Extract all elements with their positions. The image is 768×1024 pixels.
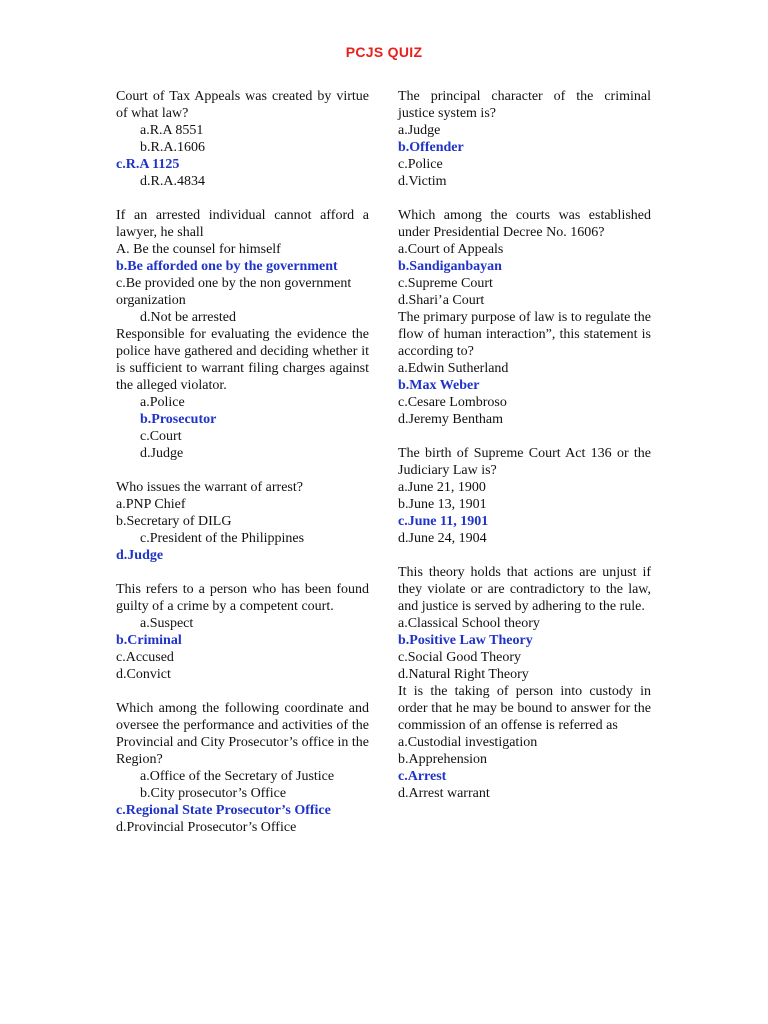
question-text: If an arrested individual cannot afford a lawyer, he shall (116, 208, 369, 240)
choice-option: d.Not be arrested (140, 310, 237, 325)
choice-option: c.President of the Philippines (140, 531, 305, 546)
question-block (398, 207, 651, 309)
question-text: The primary purpose of law is to regulate the flow of human interaction”, this statement is according to? (398, 310, 651, 359)
choice-option: a.Suspect (140, 616, 194, 631)
question-text: Court of Tax Appeals was created by virtue of what law? (116, 89, 369, 121)
question-block (398, 445, 651, 547)
choice-option: a.Office of the Secretary of Justice (140, 769, 335, 784)
answer-option: b.Prosecutor (140, 412, 217, 427)
choice-option: c.Court (140, 429, 182, 444)
choice-option: a.Classical School theory (398, 616, 540, 631)
choice-option: a.PNP Chief (116, 497, 186, 512)
choice-option: d.Convict (116, 667, 171, 682)
choice-option: b.City prosecutor’s Office (140, 786, 287, 801)
choice-option: b.Apprehension (398, 752, 488, 767)
choice-option: a.Court of Appeals (398, 242, 504, 257)
question-block (116, 326, 369, 462)
answer-option: d.Judge (116, 548, 164, 563)
answer-option: b.Positive Law Theory (398, 633, 533, 648)
page-title: PCJS QUIZ (345, 44, 423, 60)
choice-option: a.June 21, 1900 (398, 480, 486, 495)
choice-option: d.Provincial Prosecutor’s Office (116, 820, 297, 835)
question-block (116, 581, 369, 683)
choice-option: d.June 24, 1904 (398, 531, 487, 546)
question-text: It is the taking of person into custody in order that he may be bound to answer for the commission of an offense is referred as (398, 684, 651, 733)
answer-option: b.Be afforded one by the government (116, 259, 338, 274)
question-text: Which among the courts was established under Presidential Decree No. 1606? (398, 208, 651, 240)
answer-option: b.Criminal (116, 633, 182, 648)
choice-option: A. Be the counsel for himself (116, 242, 281, 257)
answer-option: c.R.A 1125 (116, 157, 180, 172)
right-column (398, 88, 651, 819)
answer-option: b.Sandiganbayan (398, 259, 502, 274)
choice-option: a.Custodial investigation (398, 735, 538, 750)
answer-option: c.Arrest (398, 769, 447, 784)
question-text: Which among the following coordinate and oversee the performance and activities of the Provincial and City Prosecutor’s office in the Region? (116, 701, 369, 767)
question-block (116, 479, 369, 564)
answer-option: b.Max Weber (398, 378, 480, 393)
choice-option: d.Shari’a Court (398, 293, 485, 308)
question-block (116, 700, 369, 836)
answer-option: b.Offender (398, 140, 464, 155)
left-column (116, 88, 369, 853)
choice-option: c.Cesare Lombroso (398, 395, 507, 410)
answer-option: c.Regional State Prosecutor’s Office (116, 803, 331, 818)
choice-option: c.Social Good Theory (398, 650, 521, 665)
choice-option: c.Supreme Court (398, 276, 493, 291)
choice-option: a.Edwin Sutherland (398, 361, 509, 376)
choice-option: d.Natural Right Theory (398, 667, 529, 682)
answer-option: c.June 11, 1901 (398, 514, 489, 529)
choice-option: a.Judge (398, 123, 441, 138)
choice-option: c.Accused (116, 650, 174, 665)
question-text: This theory holds that actions are unjust if they violate or are contradictory to the law, and justice is served by adhering to the rule. (398, 565, 651, 614)
choice-option: d.Jeremy Bentham (398, 412, 503, 427)
choice-option: a.R.A 8551 (140, 123, 204, 138)
question-text: The birth of Supreme Court Act 136 or the Judiciary Law is? (398, 446, 651, 478)
question-block (398, 309, 651, 428)
question-block (398, 88, 651, 190)
question-block (116, 88, 369, 190)
question-block (398, 683, 651, 802)
choice-option: c.Be provided one by the non government organization (116, 276, 352, 308)
question-block (116, 207, 369, 326)
choice-option: d.Victim (398, 174, 447, 189)
choice-option: d.Judge (140, 446, 184, 461)
question-text: This refers to a person who has been found guilty of a crime by a competent court. (116, 582, 369, 614)
question-text: The principal character of the criminal justice system is? (398, 89, 651, 121)
choice-option: d.R.A.4834 (140, 174, 205, 189)
question-text: Responsible for evaluating the evidence the police have gathered and deciding whether it is sufficient to warrant filing charges against the alleged violator. (116, 327, 369, 393)
question-text: Who issues the warrant of arrest? (116, 480, 303, 495)
choice-option: d.Arrest warrant (398, 786, 490, 801)
choice-option: b.Secretary of DILG (116, 514, 232, 529)
choice-option: a.Police (140, 395, 185, 410)
choice-option: b.R.A.1606 (140, 140, 205, 155)
choice-option: b.June 13, 1901 (398, 497, 487, 512)
choice-option: c.Police (398, 157, 443, 172)
question-block (398, 564, 651, 683)
